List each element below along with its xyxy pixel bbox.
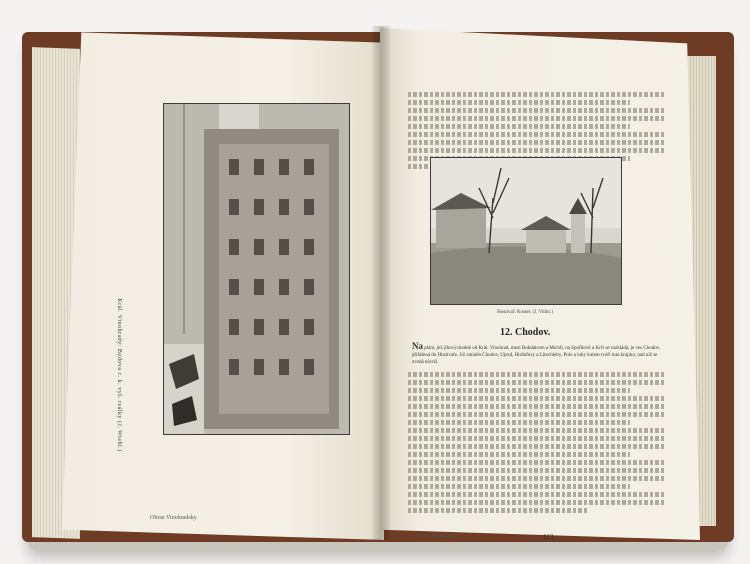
page-number: 113	[543, 533, 554, 541]
section-heading: 12. Chodov.	[500, 327, 551, 338]
right-plate-caption: Hostivař: Kostel. (J. Vilím.)	[497, 310, 553, 315]
building-illustration	[163, 103, 350, 435]
church-illustration	[430, 157, 622, 305]
left-plate-caption: Král. Vinohrady: Budova c. k. vyš. reálky (J. Wiehl.)	[116, 298, 122, 452]
left-page-footer: Obraz Vinohradsky.	[150, 515, 198, 521]
book-gutter	[372, 26, 390, 540]
right-page-footnotes	[408, 372, 666, 516]
intro-text: pláni, jež jihovýchodně od Král. Vinohrad, mezi Bohdalcem a Michlí, na Spořilově a Krči se rozkládá, je ves Chodov, přifařená do Hostivaře. Již zmíněn Chodov, Ujezd, Hrdlořezy a Litochleby. Pole a luhy kolem tvoří tuto krajinu, nad níž se zvedá návrší.	[412, 346, 661, 365]
section-intro	[412, 343, 664, 366]
right-page-footer: Obraz Vinohradsky.	[418, 534, 458, 539]
dropcap: Na	[412, 341, 423, 351]
